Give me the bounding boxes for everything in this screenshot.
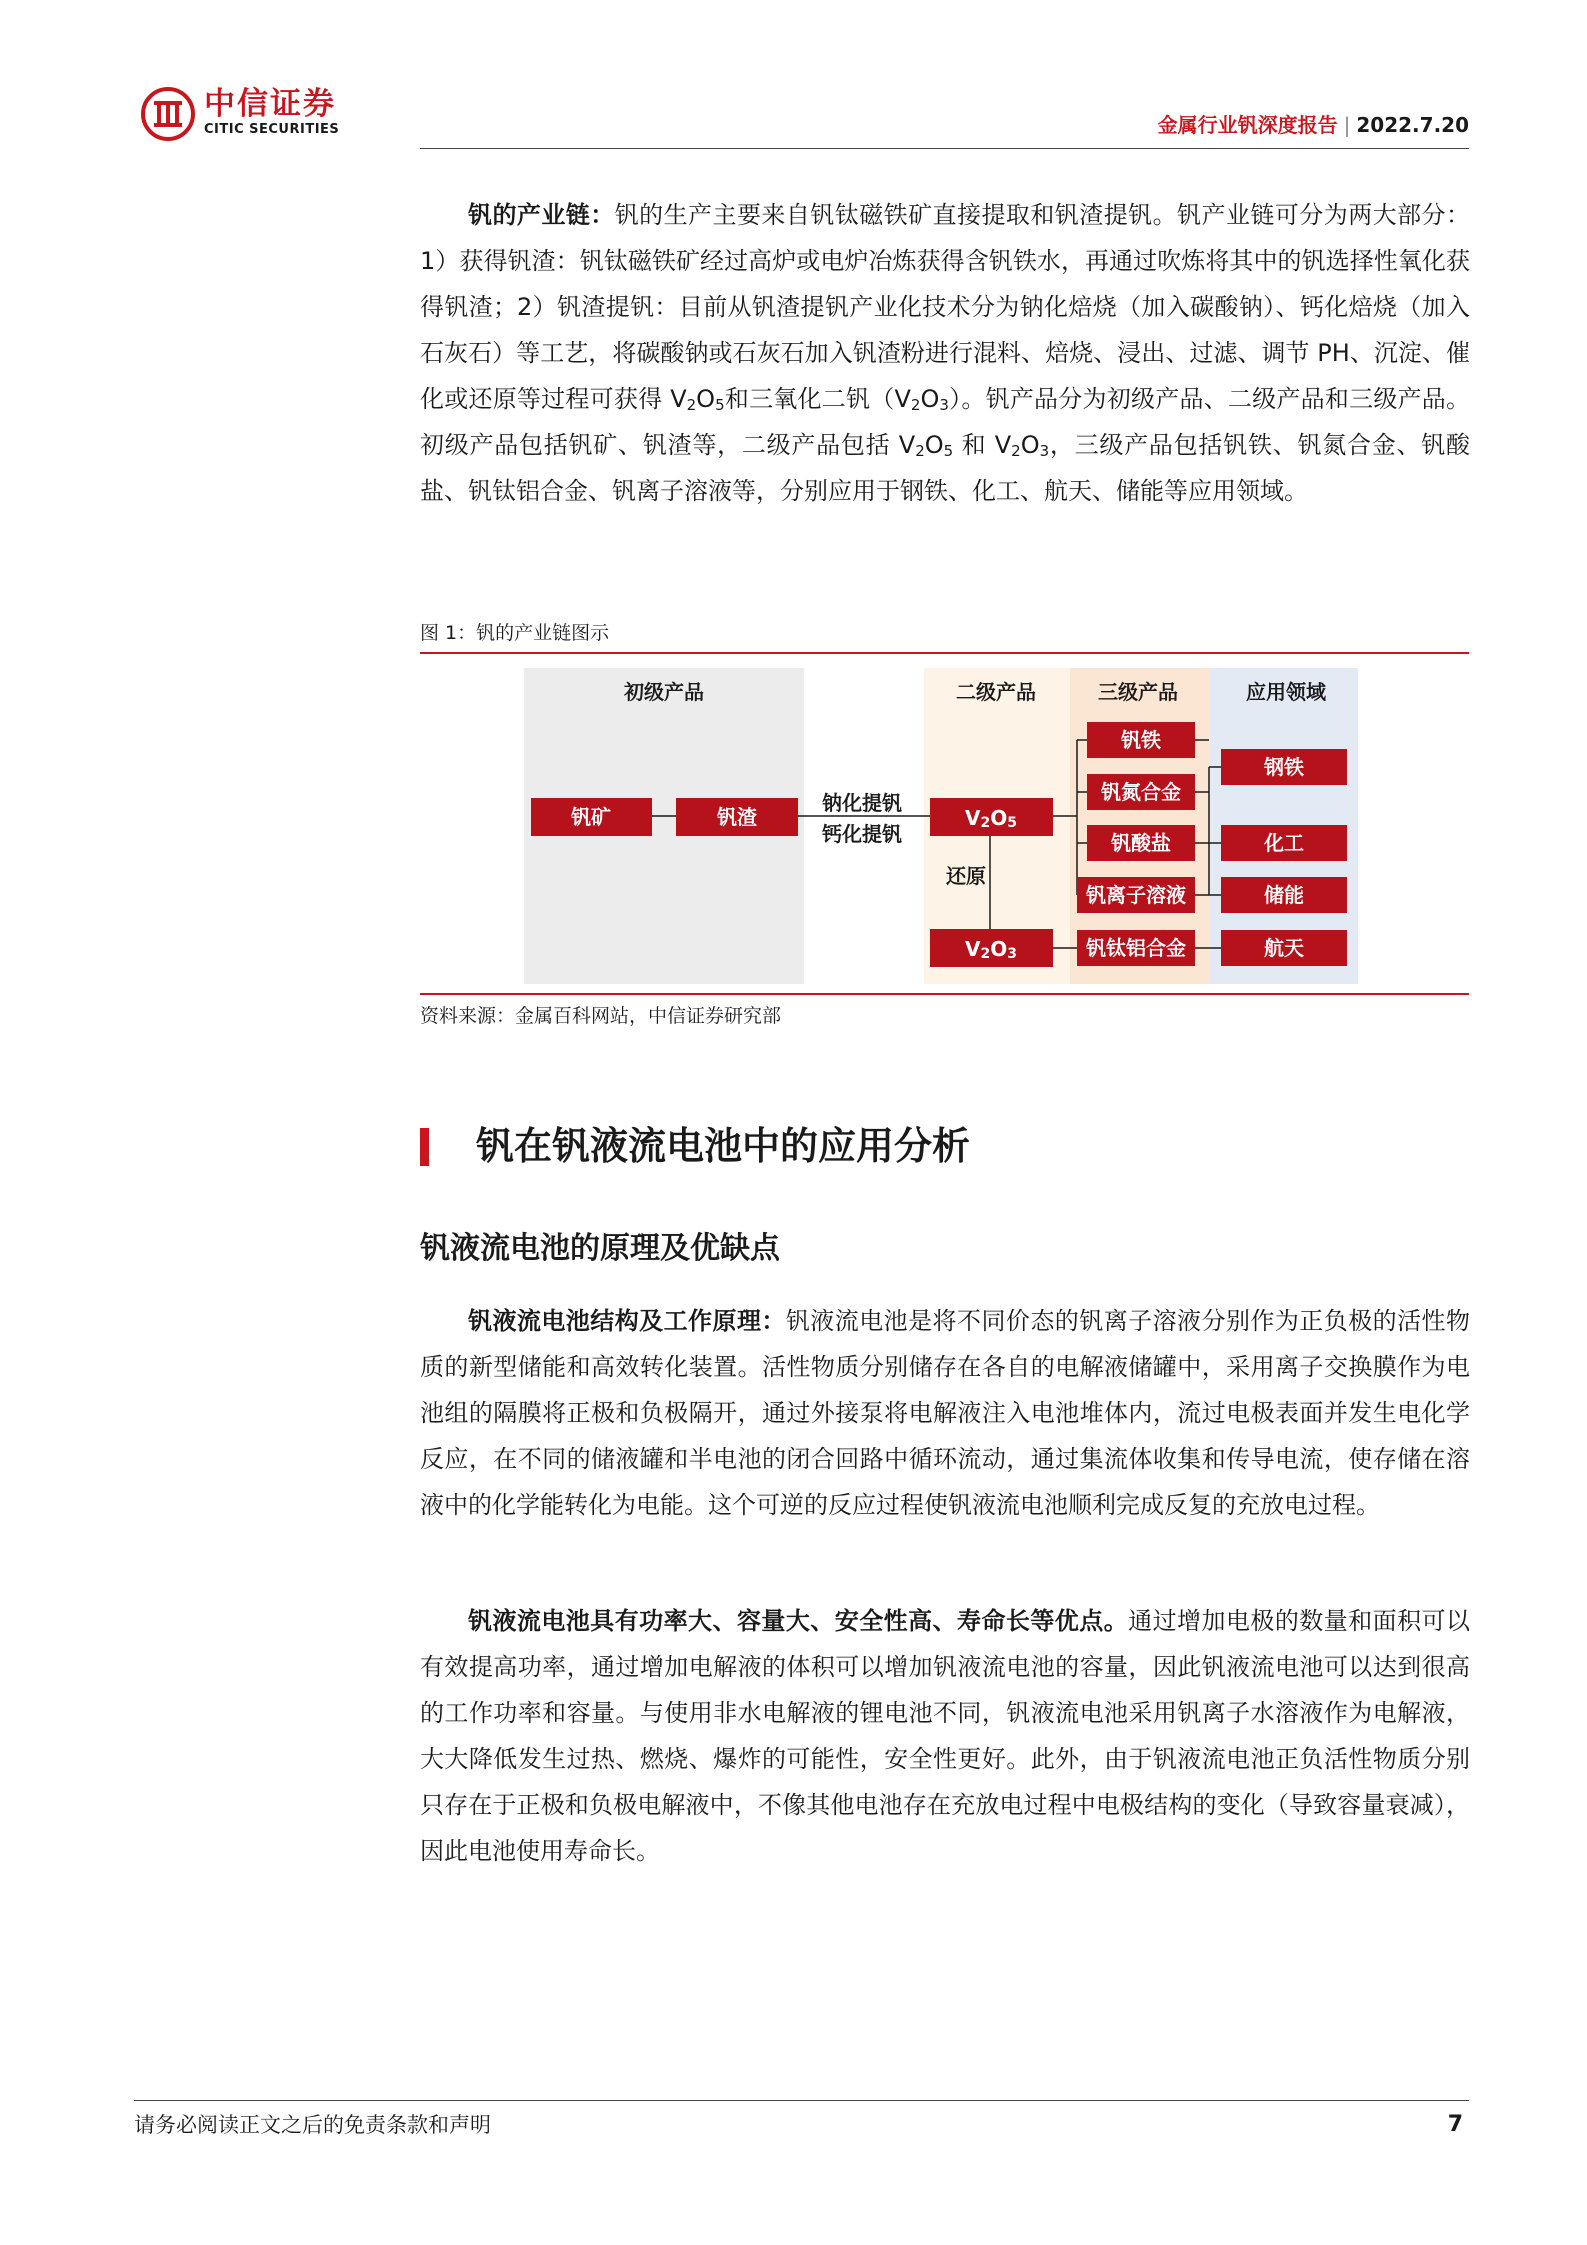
intro-text: O [920,385,940,413]
col-header-primary: 初级产品 [624,680,704,704]
v2o3-o: O [990,937,1008,961]
intro-text: O [696,385,716,413]
intro-text: 和三氧化二钒（V [724,385,911,413]
label-ore: 钒矿 [571,805,611,829]
label-steel: 钢铁 [1264,755,1304,779]
principle-paragraph [420,1298,1470,1528]
label-vanadate: 钒酸盐 [1111,831,1171,855]
label-storage: 储能 [1264,883,1304,907]
advantages-paragraph [420,1598,1470,1874]
footer-disclaimer: 请务必阅读正文之后的免责条款和声明 [134,2113,491,2137]
v2o3-sub-2: 2 [980,946,991,962]
report-date: 2022.7.20 [1356,113,1469,137]
intro-text: 钒的生产主要来自钒钛磁铁矿直接提取和钒渣提钒。钒产业链可分为两大部分：1）获得钒渣：钒钛磁铁矿经过高炉或电炉冶炼获得含钒铁水，再通过吹炼将其中的钒选择性氧化获得钒渣；2）钒渣提钒：目前从钒渣提钒产业化技术分为钠化焙烧（加入碳酸钠）、钙化焙烧（加入石灰石）等工艺，将碳酸钠或石灰石加入钒渣粉进行混料、焙烧、浸出、过滤、调节 PH、沉淀、催化或还原等过程可获得 V [420,201,1471,413]
advantages-lead: 钒液流电池具有功率大、容量大、安全性高、寿命长等优点。 [468,1607,1129,1635]
intro-text: O [1020,431,1040,459]
figure-source: 资料来源：金属百科网站，中信证券研究部 [420,1005,782,1027]
section-title: 钒在钒液流电池中的应用分析 [476,1124,971,1168]
subscript: 2 [1011,442,1021,460]
brand-name-cn: 中信证券 [204,86,336,122]
v2o5-o: O [990,806,1008,830]
label-sodium-process: 钠化提钒 [822,791,902,815]
figure-title: 图 1：钒的产业链图示 [420,622,610,644]
intro-text: ）。钒产品分为初级产品、二级产品和三级产品。初级产品包括钒矿、钒渣等，二级产品包括 V [420,385,1471,459]
intro-text: O [924,431,944,459]
label-reduce-process: 还原 [946,864,986,888]
subscript: 3 [1039,442,1050,460]
subscript: 2 [915,442,925,460]
v2o3-sub-3: 3 [1007,946,1017,962]
subscript: 3 [939,396,949,414]
col-header-tertiary: 三级产品 [1098,680,1178,704]
label-vn-alloy: 钒氮合金 [1101,780,1181,804]
section-marker [420,1128,429,1166]
subsection-title: 钒液流电池的原理及优缺点 [420,1231,780,1266]
label-ferrovanadium: 钒铁 [1121,728,1161,752]
v2o5-sub-5: 5 [1007,815,1017,831]
v2o3-v: V [965,937,981,961]
subscript: 2 [910,396,921,414]
subscript: 5 [943,442,954,460]
footer-divider [134,2100,1469,2101]
principle-lead: 钒液流电池结构及工作原理： [468,1307,786,1335]
label-aerospace: 航天 [1264,936,1304,960]
principle-text: 钒液流电池是将不同价态的钒离子溶液分别作为正负极的活性物质的新型储能和高效转化装置。活性物质分别储存在各自的电解液储罐中，采用离子交换膜作为电池组的隔膜将正极和负极隔开，通过外接泵将电解液注入电池堆体内，流过电极表面并发生电化学反应，在不同的储液罐和半电池的闭合回路中循环流动，通过集流体收集和传导电流，使存储在溶液中的化学能转化为电能。这个可逆的反应过程使钒液流电池顺利完成反复的充放电过程。 [420,1307,1471,1519]
label-calcium-process: 钙化提钒 [822,822,902,846]
label-chemical: 化工 [1264,831,1304,855]
col-header-application: 应用领域 [1246,680,1326,704]
intro-text: 和 V [953,431,1012,459]
advantages-text: 通过增加电极的数量和面积可以有效提高功率，通过增加电解液的体积可以增加钒液流电池的容量，因此钒液流电池可以达到很高的工作功率和容量。与使用非水电解液的锂电池不同，钒液流电池采用钒离子水溶液作为电解液，大大降低发生过热、燃烧、爆炸的可能性，安全性更好。此外，由于钒液流电池正负活性物质分别只存在于正极和负极电解液中，不像其他电池存在充放电过程中电极结构的变化（导致容量衰减），因此电池使用寿命长。 [420,1607,1471,1865]
v2o5-v: V [965,806,981,830]
subscript: 5 [715,396,725,414]
v2o5-sub-2: 2 [980,815,991,831]
label-slag: 钒渣 [717,805,757,829]
subscript: 2 [686,396,697,414]
intro-lead: 钒的产业链： [468,201,615,229]
intro-text: ，三级产品包括钒铁、钒氮合金、钒酸盐、钒钛铝合金、钒离子溶液等，分别应用于钢铁、化工、航天、储能等应用领域。 [420,431,1470,505]
report-title: 金属行业钒深度报告 [1157,113,1338,137]
label-vtial-alloy: 钒钛铝合金 [1086,936,1186,960]
col-header-secondary: 二级产品 [956,680,1036,704]
label-vanadium-solution: 钒离子溶液 [1086,883,1186,907]
page-number: 7 [1447,2112,1463,2137]
header-separator: | [1343,113,1351,137]
figure-bottom-rule [420,993,1469,995]
brand-name-en: CITIC SECURITIES [204,122,340,137]
